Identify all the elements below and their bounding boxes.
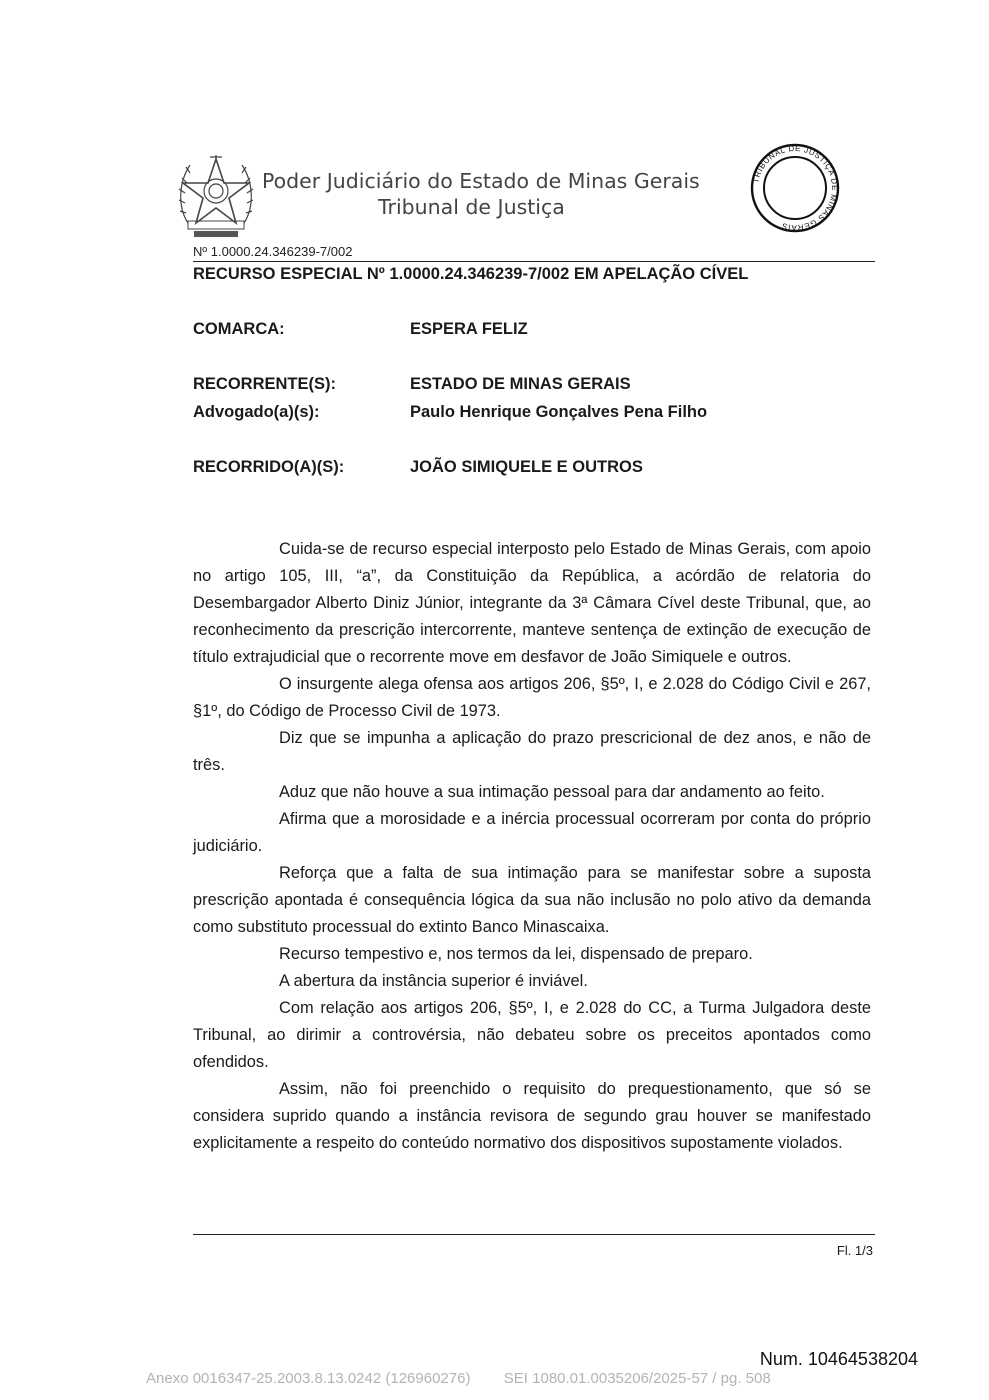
paragraph: Aduz que não houve a sua intimação pessoal para dar andamento ao feito. <box>279 783 825 801</box>
party-value-advogado: Paulo Henrique Gonçalves Pena Filho <box>410 403 708 421</box>
footer-annex: Anexo 0016347-25.2003.8.13.0242 (126960276) <box>146 1370 471 1387</box>
footer-metadata <box>146 1370 771 1387</box>
court-seal-icon <box>750 143 840 233</box>
document-heading: RECURSO ESPECIAL Nº 1.0000.24.346239-7/002 EM APELAÇÃO CÍVEL <box>193 265 749 283</box>
footer-divider <box>193 1234 875 1235</box>
party-value-comarca: ESPERA FELIZ <box>410 320 528 338</box>
document-number: Num. 10464538204 <box>759 1349 918 1369</box>
page-label: Fl. 1/3 <box>836 1243 873 1258</box>
party-label-recorrente: RECORRENTE(S): <box>193 375 336 393</box>
svg-text:TRIBUNAL DE JUSTIÇA DE MINAS G: TRIBUNAL DE JUSTIÇA DE MINAS GERAIS <box>751 143 840 233</box>
paragraph: A abertura da instância superior é inviável. <box>279 972 588 990</box>
paragraph: Com relação aos artigos 206, §5º, I, e 2.028 do CC, a Turma Julgadora deste Tribunal, ao dirimir a controvérsia, não debateu sobre os preceitos apontados como ofendidos. <box>193 999 871 1071</box>
party-value-recorrente: ESTADO DE MINAS GERAIS <box>410 375 631 393</box>
paragraph: Recurso tempestivo e, nos termos da lei, dispensado de preparo. <box>279 945 753 963</box>
footer-sei: SEI 1080.01.0035206/2025-57 / pg. 508 <box>503 1370 771 1387</box>
paragraph: Reforça que a falta de sua intimação para se manifestar sobre a suposta prescrição apontada é consequência lógica da sua não inclusão no polo ativo da demanda como substituto processual do extinto Banco Minascaixa. <box>193 864 871 936</box>
party-label-comarca: COMARCA: <box>193 320 285 338</box>
decision-body <box>193 536 871 1157</box>
header-line-2: Tribunal de Justiça <box>378 195 565 219</box>
party-label-advogado: Advogado(a)(s): <box>193 403 320 421</box>
party-label-recorrido: RECORRIDO(A)(S): <box>193 458 345 476</box>
paragraph: Cuida-se de recurso especial interposto pelo Estado de Minas Gerais, com apoio no artigo 105, III, “a”, da Constituição da República, a acórdão de relatoria do Desembargador Alberto Diniz Júnior, integrante da 3ª Câmara Cível deste Tribunal, que, ao reconhecimento da prescrição intercorrente, manteve sentença de extinção de execução de título extrajudicial que o recorrente move em desfavor de João Simiquele e outros. <box>193 540 871 666</box>
paragraph: O insurgente alega ofensa aos artigos 206, §5º, I, e 2.028 do Código Civil e 267, §1º, do Código de Processo Civil de 1973. <box>193 675 871 720</box>
coat-of-arms-icon <box>176 153 256 239</box>
paragraph: Diz que se impunha a aplicação do prazo prescricional de dez anos, e não de três. <box>193 729 871 774</box>
paragraph: Assim, não foi preenchido o requisito do prequestionamento, que só se considera suprido quando a instância revisora de segundo grau houver se manifestado explicitamente a respeito do conteúdo normativo dos dispositivos supostamente violados. <box>193 1080 871 1152</box>
court-header-title <box>262 168 700 220</box>
paragraph: Afirma que a morosidade e a inércia processual ocorreram por conta do próprio judiciário. <box>193 810 871 855</box>
header-divider <box>193 261 875 262</box>
header-line-1: Poder Judiciário do Estado de Minas Gerais <box>262 169 700 193</box>
process-number: Nº 1.0000.24.346239-7/002 <box>193 244 353 259</box>
party-value-recorrido: JOÃO SIMIQUELE E OUTROS <box>410 458 643 476</box>
